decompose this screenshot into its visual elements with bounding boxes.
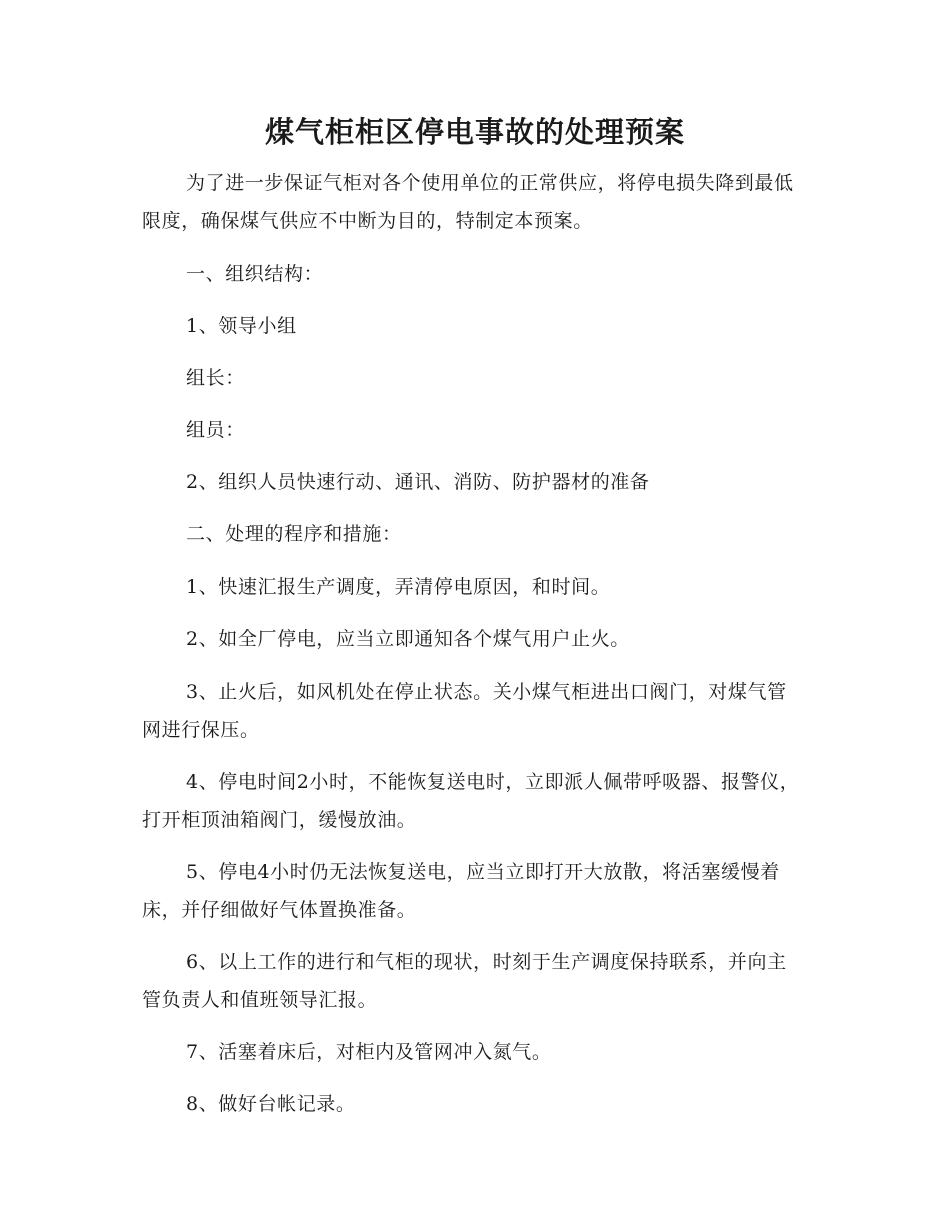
list-item-leadership-group: 1、领导小组 — [186, 315, 297, 337]
procedure-step-7: 7、活塞着床后，对柜内及管网冲入氮气。 — [186, 1041, 552, 1063]
section-heading-procedures: 二、处理的程序和措施： — [186, 523, 402, 545]
procedure-step-5: 5、停电4小时仍无法恢复送电，应当立即打开大放散，将活塞缓慢着床，并仔细做好气体置换准备。 — [142, 861, 780, 921]
procedure-step-3: 3、止火后，如风机处在停止状态。关小煤气柜进出口阀门，对煤气管网进行保压。 — [142, 681, 787, 741]
group-members-line: 组员： — [186, 419, 245, 441]
procedure-step-8: 8、做好台帐记录。 — [186, 1093, 356, 1115]
procedure-step-6: 6、以上工作的进行和气柜的现状，时刻于生产调度保持联系，并向主管负责人和值班领导汇报。 — [142, 951, 787, 1011]
procedure-step-1: 1、快速汇报生产调度，弄清停电原因，和时间。 — [186, 576, 611, 598]
list-item-preparation: 2、组织人员快速行动、通讯、消防、防护器材的准备 — [186, 471, 650, 493]
intro-paragraph: 为了进一步保证气柜对各个使用单位的正常供应，将停电损失降到最低限度，确保煤气供应不中断为目的，特制定本预案。 — [142, 172, 794, 232]
document-title: 煤气柜柜区停电事故的处理预案 — [264, 115, 685, 149]
procedure-step-2: 2、如全厂停电，应当立即通知各个煤气用户止火。 — [186, 628, 630, 650]
group-leader-line: 组长： — [186, 367, 245, 389]
section-heading-organization: 一、组织结构： — [186, 263, 324, 285]
procedure-step-4: 4、停电时间2小时，不能恢复送电时，立即派人佩带呼吸器、报警仪，打开柜顶油箱阀门，缓慢放油。 — [142, 771, 800, 831]
